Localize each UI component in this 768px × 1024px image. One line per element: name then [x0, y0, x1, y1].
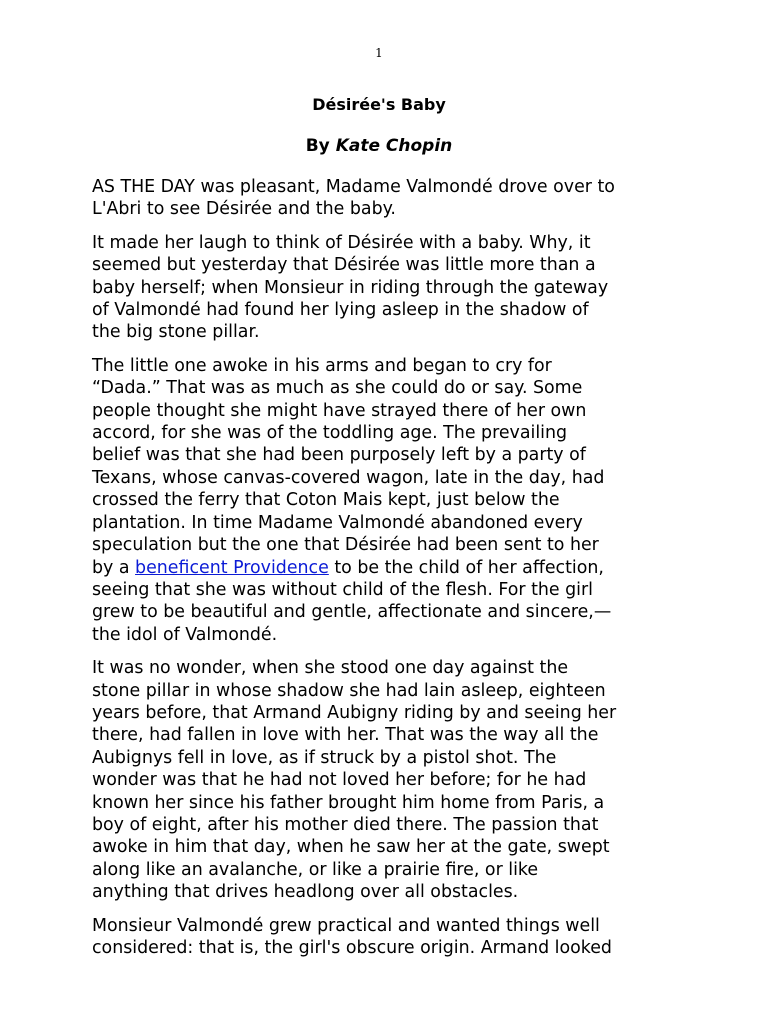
text-line: Texans, whose canvas-covered wagon, late in the day, had	[92, 467, 605, 488]
text-line: people thought she might have strayed there of her own	[92, 400, 587, 421]
text-line: Monsieur Valmondé grew practical and wanted things well	[92, 915, 600, 936]
document-title: Désirée's Baby	[312, 95, 446, 114]
text-line: “Dada.” That was as much as she could do or say. Some	[92, 378, 583, 399]
text-line: considered: that is, the girl's obscure origin. Armand looked	[92, 938, 612, 958]
text-line: wonder was that he had not loved her before; for he had	[92, 770, 587, 791]
text-line: crossed the ferry that Coton Mais kept, just below the	[92, 490, 560, 511]
text-line: the idol of Valmondé.	[92, 624, 278, 645]
text-line-with-link	[92, 557, 682, 579]
text-line: stone pillar in whose shadow she had lain asleep, eighteen	[92, 680, 606, 701]
link-line-before: by a	[92, 557, 136, 578]
paragraph-3	[92, 355, 682, 646]
text-line: boy of eight, after his mother died there. The passion that	[92, 814, 599, 835]
paragraph-5	[92, 915, 682, 960]
link-line-after: to be the child of her affection,	[328, 557, 604, 578]
text-line: years before, that Armand Aubigny riding by and seeing her	[92, 702, 617, 723]
text-line: The little one awoke in his arms and began to cry for	[92, 355, 552, 376]
text-line: belief was that she had been purposely left by a party of	[92, 445, 586, 466]
page-number: 1	[375, 46, 383, 60]
text-line: speculation but the one that Désirée had been sent to her	[92, 535, 599, 556]
text-line: L'Abri to see Désirée and the baby.	[92, 199, 396, 220]
text-line: accord, for she was of the toddling age. The prevailing	[92, 423, 568, 444]
paragraph-1	[92, 176, 682, 221]
paragraph-2	[92, 232, 682, 344]
text-line: the big stone pillar.	[92, 322, 260, 343]
text-line: seeing that she was without child of the flesh. For the girl	[92, 579, 593, 600]
text-line: anything that drives headlong over all obstacles.	[92, 882, 519, 903]
text-line: seemed but yesterday that Désirée was little more than a	[92, 255, 596, 276]
document-body	[92, 176, 682, 970]
text-line: It was no wonder, when she stood one day against the	[92, 658, 569, 679]
text-line: baby herself; when Monsieur in riding through the gateway	[92, 277, 609, 298]
byline	[0, 136, 758, 156]
text-line: plantation. In time Madame Valmondé abandoned every	[92, 512, 583, 533]
text-line: awoke in him that day, when he saw her at the gate, swept	[92, 837, 610, 858]
text-line: Aubignys fell in love, as if struck by a pistol shot. The	[92, 747, 557, 768]
text-line: AS THE DAY was pleasant, Madame Valmondé drove over to	[92, 177, 615, 197]
paragraph-4	[92, 657, 682, 903]
text-line: there, had fallen in love with her. That was the way all the	[92, 725, 599, 746]
text-line: It made her laugh to think of Désirée with a baby. Why, it	[92, 232, 591, 253]
text-line: known her since his father brought him home from Paris, a	[92, 792, 605, 813]
text-line: along like an avalanche, or like a prairie fire, or like	[92, 859, 539, 880]
author-name: Kate Chopin	[335, 136, 453, 156]
text-line: grew to be beautiful and gentle, affectionate and sincere,—	[92, 602, 612, 623]
text-line: of Valmondé had found her lying asleep in the shadow of	[92, 300, 589, 321]
beneficent-providence-link[interactable]: beneficent Providence	[135, 557, 329, 578]
byline-prefix: By	[305, 136, 336, 156]
